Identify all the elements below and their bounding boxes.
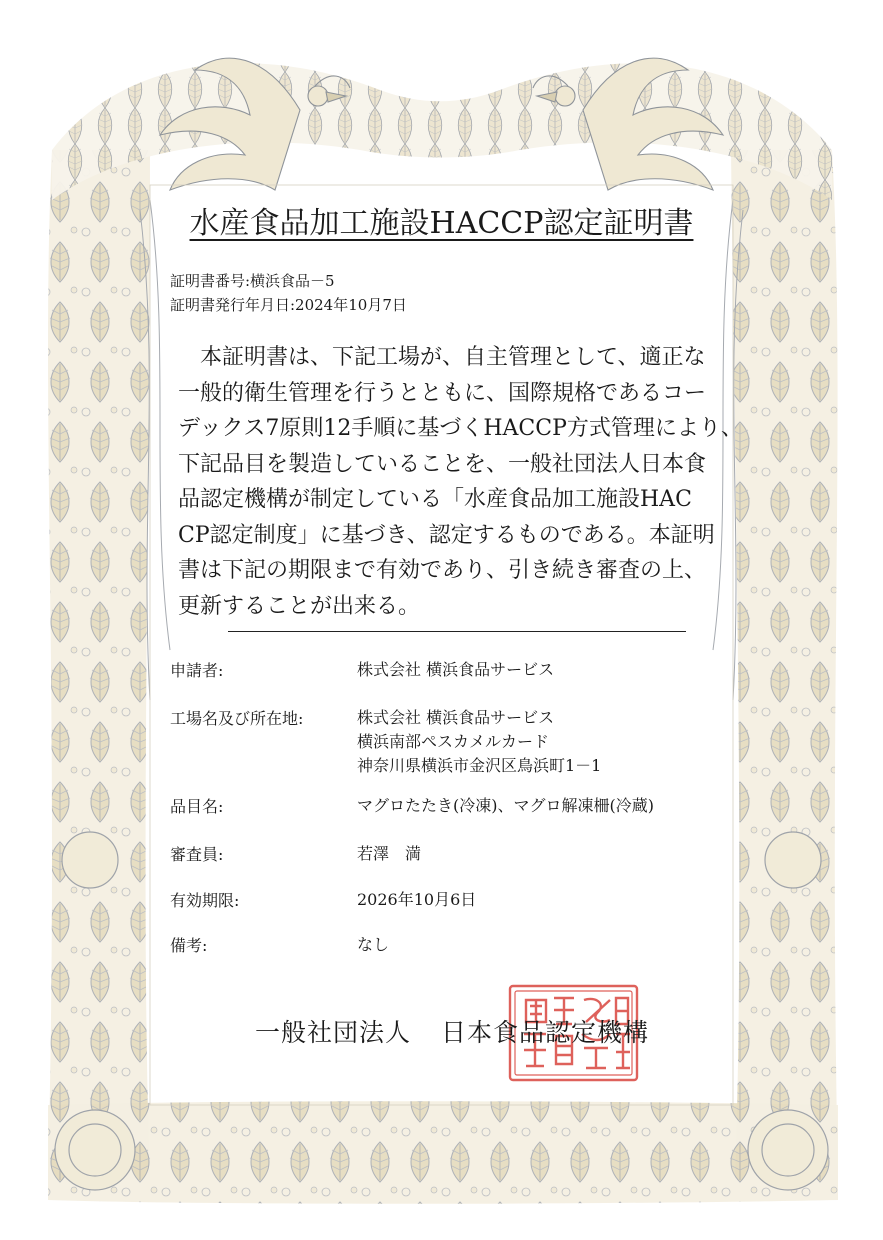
section-divider <box>228 631 686 632</box>
expiry-value: 2026年10月6日 <box>357 890 477 909</box>
issuer-organization <box>255 1013 649 1049</box>
examiner-label: 審査員: <box>170 845 224 864</box>
expiry-label: 有効期限: <box>170 891 240 910</box>
applicant-value: 株式会社 横浜食品サービス <box>357 660 555 679</box>
product-label: 品目名: <box>170 797 224 816</box>
body-line: デックス7原則12手順に基づくHACCP方式管理により、 <box>178 416 743 441</box>
body-line: 品認定機構が制定している「水産食品加工施設HAC <box>178 487 692 512</box>
factory-value <box>357 706 601 778</box>
remarks-label: 備考: <box>170 936 208 955</box>
certificate-title: 水産食品加工施設HACCP認定証明書 <box>189 206 694 241</box>
issuer-org-type: 一般社団法人 <box>255 1018 412 1047</box>
factory-label: 工場名及び所在地: <box>170 709 304 728</box>
certificate-issue-date: 証明書発行年月日:2024年10月7日 <box>170 296 407 314</box>
certificate-body <box>178 340 743 624</box>
issuer-org-name: 日本食品認定機構 <box>441 1018 650 1047</box>
product-value: マグロたたき(冷凍)、マグロ解凍柵(冷蔵) <box>357 796 654 815</box>
factory-value-line: 株式会社 横浜食品サービス <box>357 708 555 727</box>
applicant-label: 申請者: <box>170 661 224 680</box>
factory-value-line: 神奈川県横浜市金沢区鳥浜町1－1 <box>357 756 602 775</box>
factory-value-line: 横浜南部ペスカメルカード <box>357 732 550 751</box>
examiner-value: 若澤 満 <box>357 844 422 863</box>
remarks-value: なし <box>357 935 390 954</box>
body-line: 下記品目を製造していることを、一般社団法人日本食 <box>178 451 707 477</box>
body-line: 本証明書は、下記工場が、自主管理として、適正な <box>178 345 706 370</box>
body-line: 書は下記の期限まで有効であり、引き続き審査の上、 <box>178 558 707 583</box>
certificate-number: 証明書番号:横浜食品－5 <box>170 272 335 290</box>
body-line: 更新することが出来る。 <box>178 593 421 619</box>
body-line: 一般的衛生管理を行うとともに、国際規格であるコー <box>178 380 707 406</box>
body-line: CP認定制度」に基づき、認定するものである。本証明 <box>178 522 715 548</box>
